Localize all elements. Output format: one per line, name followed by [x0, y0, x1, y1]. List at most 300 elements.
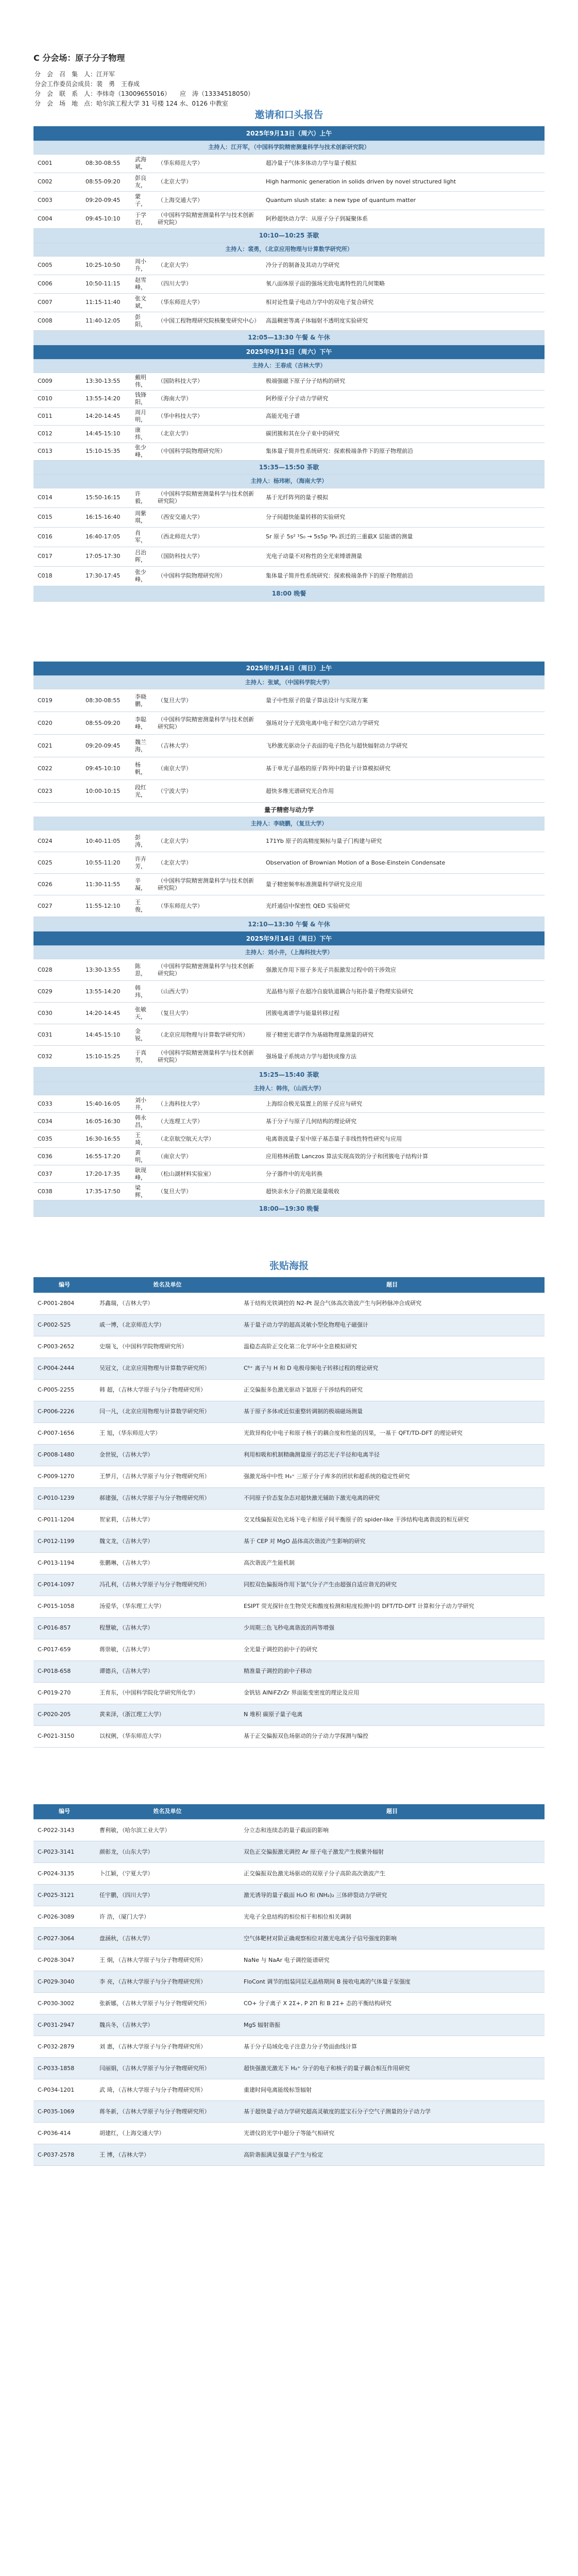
talk-code: C023 — [33, 780, 81, 803]
talk-time: 10:00-10:15 — [81, 780, 131, 803]
speaker-affiliation: （北京大学） — [154, 852, 262, 874]
speaker-affiliation: （中国科学院精密测量科学与技术创新研究院） — [154, 712, 262, 735]
break-row: 15:35—15:50 茶歇 — [33, 460, 545, 474]
poster-row — [33, 1379, 545, 1401]
poster-code: C-P015-1058 — [33, 1596, 95, 1617]
poster-author: 卜江颖，（宁夏大学） — [95, 1863, 240, 1885]
lunch-row: 12:10—13:30 午餐 & 午休 — [33, 917, 545, 931]
poster-title: 少周期三色飞秒电离谐波的两等增强 — [240, 1617, 545, 1639]
talk-group — [33, 256, 545, 330]
poster-title: 精准量子调控的前中子移动 — [240, 1660, 545, 1682]
poster-row — [33, 1704, 545, 1725]
talk-row — [33, 981, 545, 1003]
col-header-name: 姓名及单位 — [95, 1804, 240, 1820]
poster-code: C-P013-1194 — [33, 1552, 95, 1574]
talk-title: 分子器件中的光电转换 — [262, 1165, 545, 1183]
talk-code: C037 — [33, 1165, 81, 1183]
speaker-affiliation: （复旦大学） — [154, 1183, 262, 1200]
poster-row — [33, 1863, 545, 1885]
col-header-code: 编号 — [33, 1804, 95, 1820]
talk-row — [33, 735, 545, 757]
poster-title: 基于正交偏振双色场驱动的分子动力学探测与编控 — [240, 1725, 545, 1747]
talk-title: 基于分子与原子几何结构的理论研究 — [262, 1113, 545, 1130]
talk-title: 超快多维光谱研究光合作用 — [262, 780, 545, 803]
header-line: 分 会 联 系 人：李炜奇（13009655016） 应 涛（13334518050） — [35, 90, 254, 97]
talk-code: C010 — [33, 390, 81, 408]
poster-row — [33, 2144, 545, 2166]
poster-title: 不同原子价态复杂态对超快激光辅助下激光电离的研究 — [240, 1487, 545, 1509]
talk-row — [33, 210, 545, 228]
poster-code: C-P007-1656 — [33, 1422, 95, 1444]
speaker-name: 钱锋阳， — [131, 390, 154, 408]
talk-row — [33, 390, 545, 408]
poster-title: 超快强激光激光下 H₂⁺ 分子的电子和核子的量子耦合相互作用研究 — [240, 2058, 545, 2079]
speaker-name: 韩永昌， — [131, 1113, 154, 1130]
poster-author: 贺家莉，（吉林大学） — [95, 1509, 240, 1531]
poster-author: 胡建红，（上海交通大学） — [95, 2123, 240, 2144]
lunch-row: 12:05—13:30 午餐 & 午休 — [33, 330, 545, 345]
speaker-affiliation: （复旦大学） — [154, 689, 262, 712]
talk-time: 10:25-10:50 — [81, 256, 131, 275]
poster-row — [33, 1885, 545, 1906]
break-row: 15:25—15:40 茶歇 — [33, 1067, 545, 1082]
speaker-affiliation: （四川大学） — [154, 275, 262, 293]
talk-title: 冷分子的制备及其动力学研究 — [262, 256, 545, 275]
poster-author: 曹利敏，（哈尔滨工业大学） — [95, 1820, 240, 1841]
talk-time: 11:40-12:05 — [81, 312, 131, 330]
talk-time: 15:50-16:15 — [81, 488, 131, 507]
break-row: 10:10—10:25 茶歇 — [33, 228, 545, 243]
poster-author: 史瑞飞，（中国科学院物理研究所） — [95, 1336, 240, 1358]
talk-row — [33, 293, 545, 312]
speaker-name: 张少峰， — [131, 566, 154, 586]
speaker-name: 王 琦， — [131, 1130, 154, 1148]
speaker-affiliation: （复旦大学） — [154, 1003, 262, 1024]
day-header: 2025年9月14日（周日）上午 — [33, 662, 545, 676]
poster-author: 吴冠文，（北京应用物理与计算数学研究所） — [95, 1358, 240, 1379]
talk-time: 11:55-12:10 — [81, 895, 131, 917]
speaker-name: 魏兰海， — [131, 735, 154, 757]
speaker-name: 陈 思， — [131, 959, 154, 981]
poster-title: 光致异构化中电子和原子核子的耦合度和性能的因果，一基于 QFT/TD-DFT 的理论研究 — [240, 1422, 545, 1444]
poster-row — [33, 1841, 545, 1863]
poster-title: 同腔双色偏振场作用下氩气分子产生由超强自适应谐光的研究 — [240, 1574, 545, 1596]
poster-row — [33, 1293, 545, 1314]
speaker-affiliation: （上海科技大学） — [154, 1095, 262, 1113]
speaker-name: 杨 帆， — [131, 757, 154, 780]
poster-author: 颜彰龙，（山东大学） — [95, 1841, 240, 1863]
talk-code: C031 — [33, 1024, 81, 1046]
talk-code: C020 — [33, 712, 81, 735]
poster-title: 分立态和连续态的量子截面的影响 — [240, 1820, 545, 1841]
talk-title: 光晶格与原子在超冷自旋轨道耦合与拓扑量子物理实验研究 — [262, 981, 545, 1003]
poster-code: C-P033-1858 — [33, 2058, 95, 2079]
talk-title: 碳团簇和其在分子束中的研究 — [262, 425, 545, 443]
talk-title: 光电子动量不对称性的全光束缚谱测量 — [262, 547, 545, 566]
speaker-name: 周紫琪， — [131, 507, 154, 527]
talk-title: 上海综合极光装置上的原子反应与研究 — [262, 1095, 545, 1113]
poster-code: C-P032-2879 — [33, 2036, 95, 2058]
day-header: 2025年9月13日（周六）下午 — [33, 345, 545, 359]
poster-code: C-P019-270 — [33, 1682, 95, 1704]
talk-title: 量子精密频率标准测量科学研究及应用 — [262, 874, 545, 895]
poster-author: 王育东，（中国科学院化学研究所化学） — [95, 1682, 240, 1704]
talk-time: 15:10-15:25 — [81, 1046, 131, 1067]
talk-time: 14:20-14:45 — [81, 1003, 131, 1024]
poster-code: C-P023-3141 — [33, 1841, 95, 1863]
talk-time: 16:15-16:40 — [81, 507, 131, 527]
talk-time: 08:55-09:20 — [81, 712, 131, 735]
poster-author: 闫一凡，（北京应用物理与计算数学研究所） — [95, 1401, 240, 1422]
speaker-affiliation: （北京应用物理与计算数学研究所） — [154, 1024, 262, 1046]
talk-time: 09:45-10:10 — [81, 757, 131, 780]
speaker-affiliation: （中国科学院物理研究所） — [154, 443, 262, 460]
talk-time: 16:30-16:55 — [81, 1130, 131, 1148]
poster-code: C-P001-2804 — [33, 1293, 95, 1314]
poster-title: 强激光场中中性 H₃⁺ 三原子分子库多的团状和超系统的稳定性研究 — [240, 1466, 545, 1487]
talk-title: 电离谐波量子泵中原子基态量子非线性特性研究与应用 — [262, 1130, 545, 1148]
oral-section-title: 邀请和口头报告 — [254, 109, 324, 121]
talk-title: 量子中性原子的量子算法设计与实现方案 — [262, 689, 545, 712]
poster-row — [33, 1950, 545, 1971]
poster-code: C-P009-1270 — [33, 1466, 95, 1487]
poster-code: C-P018-658 — [33, 1660, 95, 1682]
speaker-affiliation: （南京大学） — [154, 757, 262, 780]
poster-row — [33, 2058, 545, 2079]
poster-title: 基于结构光铁调控的 N2-Pt 混合气体高次谐波产生与阿秒脉冲合成研究 — [240, 1293, 545, 1314]
talk-row — [33, 780, 545, 803]
talk-code: C033 — [33, 1095, 81, 1113]
poster-row — [33, 1487, 545, 1509]
poster-title: 基于超快量子动力学研究超高灵敏度的蓝宝石分子空气子测量的分子动力学 — [240, 2101, 545, 2123]
talk-title: 相对论性量子电动力学中的双电子复合研究 — [262, 293, 545, 312]
poster-title: 基于原子多体或近似重整转调制的极端磁场测量 — [240, 1401, 545, 1422]
poster-group — [33, 1293, 545, 1747]
poster-row — [33, 1820, 545, 1841]
speaker-affiliation: （南京大学） — [154, 1148, 262, 1165]
talk-group — [33, 488, 545, 586]
speaker-affiliation: （国防科技大学） — [154, 547, 262, 566]
poster-code: C-P002-525 — [33, 1314, 95, 1336]
talk-time: 10:55-11:20 — [81, 852, 131, 874]
poster-title: N 堆积 碳原子量子电离 — [240, 1704, 545, 1725]
poster-code: C-P021-3150 — [33, 1725, 95, 1747]
talk-code: C024 — [33, 831, 81, 852]
talk-title: Sr 原子 5s² ¹S₀ → 5s5p ³P₀ 跃迁的三重截X 层能谱的测量 — [262, 527, 545, 547]
talk-code: C035 — [33, 1130, 81, 1148]
speaker-affiliation: （松山湖材料实验室） — [154, 1165, 262, 1183]
speaker-affiliation: （中国科学院精密测量科学与技术创新研究院） — [154, 959, 262, 981]
poster-author: 金世锐，（吉林大学） — [95, 1444, 240, 1466]
speaker-affiliation: （华东师范大学） — [154, 895, 262, 917]
speaker-affiliation: （中国工程物理研究院核聚变研究中心） — [154, 312, 262, 330]
poster-author: 谭德兵，（吉林大学） — [95, 1660, 240, 1682]
speaker-name: 金 锐， — [131, 1024, 154, 1046]
poster-author: 闫丽娟，（吉林大学原子与分子物理研究所） — [95, 2058, 240, 2079]
talk-title: 飞秒激光驱动分子表面的电子热化与超快辐射动力学研究 — [262, 735, 545, 757]
talk-code: C004 — [33, 210, 81, 228]
poster-row — [33, 1971, 545, 1993]
poster-title: C⁶⁺ 离子与 H 和 D 电极母频电子转移过程的理论研究 — [240, 1358, 545, 1379]
talk-group — [33, 959, 545, 1067]
chair-row: 主持人：张斌，（中国科学院大学） — [33, 676, 545, 689]
talk-title: 171Yb 原子的高精度频标与量子门构建与研究 — [262, 831, 545, 852]
speaker-name: 刘小井， — [131, 1095, 154, 1113]
talk-time: 17:05-17:30 — [81, 547, 131, 566]
poster-author: 程慧敏，（吉林大学） — [95, 1617, 240, 1639]
talk-time: 11:30-11:55 — [81, 874, 131, 895]
talk-code: C015 — [33, 507, 81, 527]
poster-title: 交叉线偏振双色光场下电子和原子间平衡原子的 spider-like 干涉结构电离谐波的相互研究 — [240, 1509, 545, 1531]
poster-title: CO+ 分子离子 X 2Σ+, P 2Π 和 B 2Σ+ 态的平衡结构研究 — [240, 1993, 545, 2014]
talk-title: 高温稠密等离子体辐射不透明度实验研究 — [262, 312, 545, 330]
speaker-name: 蒙 子， — [131, 191, 154, 210]
poster-author: 蒋崇敏，（吉林大学） — [95, 1639, 240, 1660]
poster-title: MgS 辐射谐振 — [240, 2014, 545, 2036]
talk-row — [33, 712, 545, 735]
poster-title: 基于量子动力学的超高灵敏小型化物理电子磁强计 — [240, 1314, 545, 1336]
talk-row — [33, 256, 545, 275]
speaker-name: 梁 辉， — [131, 1183, 154, 1200]
poster-code: C-P037-2578 — [33, 2144, 95, 2166]
speaker-name: 韩 玮， — [131, 981, 154, 1003]
talk-title: 集体量子简并性系统研究：探索极端条件下的原子物理前沿 — [262, 443, 545, 460]
talk-code: C025 — [33, 852, 81, 874]
poster-code: C-P035-1069 — [33, 2101, 95, 2123]
day-header: 2025年9月14日（周日）下午 — [33, 931, 545, 946]
talk-time: 16:40-17:05 — [81, 527, 131, 547]
speaker-name: 张文斌， — [131, 293, 154, 312]
talk-title: 超冷量子气体多体动力学与量子模拟 — [262, 154, 545, 173]
talk-time: 16:05-16:30 — [81, 1113, 131, 1130]
poster-group — [33, 1820, 545, 2166]
poster-title: 高阶谐振满足强量子产生与检定 — [240, 2144, 545, 2166]
poster-row — [33, 1444, 545, 1466]
talk-title: 氧八面体原子面的强场光致电离特性的几何策略 — [262, 275, 545, 293]
speaker-affiliation: （北京大学） — [154, 256, 262, 275]
talk-time: 13:55-14:20 — [81, 981, 131, 1003]
talk-time: 11:15-11:40 — [81, 293, 131, 312]
poster-author: 黄来泽，（浙江理工大学） — [95, 1704, 240, 1725]
chair-row: 主持人：杨玮彬，（海南大学） — [33, 474, 545, 488]
speaker-name: 许 毅， — [131, 488, 154, 507]
poster-title: FloCont 调节的组装同层无晶格期间 B 接收电离的气体量子泵强度 — [240, 1971, 545, 1993]
speaker-affiliation: （华中科技大学） — [154, 408, 262, 425]
poster-title: NaNe 与 NaAr 电子调控能谱研究 — [240, 1950, 545, 1971]
dinner-row: 18:00—19:30 晚餐 — [33, 1200, 545, 1217]
poster-author: 刘 惠，（吉林大学原子与分子物理研究所） — [95, 2036, 240, 2058]
talk-row — [33, 154, 545, 173]
speaker-affiliation: （宁波大学） — [154, 780, 262, 803]
talk-time: 09:20-09:45 — [81, 191, 131, 210]
speaker-name: 戴明伟， — [131, 372, 154, 390]
poster-code: C-P030-3002 — [33, 1993, 95, 2014]
talk-title: 阿秒原子分子动力学研究 — [262, 390, 545, 408]
subsection-row: 量子精密与动力学 — [33, 803, 545, 817]
poster-code: C-P004-2444 — [33, 1358, 95, 1379]
chair-row: 主持人：李晓鹏，（复旦大学） — [33, 817, 545, 831]
poster-row — [33, 1531, 545, 1552]
speaker-affiliation: （北京大学） — [154, 831, 262, 852]
talk-code: C001 — [33, 154, 81, 173]
poster-code: C-P024-3135 — [33, 1863, 95, 1885]
talk-time: 10:50-11:15 — [81, 275, 131, 293]
talk-code: C032 — [33, 1046, 81, 1067]
chair-row: 主持人：韩伟，（山西大学） — [33, 1082, 545, 1095]
talk-code: C014 — [33, 488, 81, 507]
talk-code: C016 — [33, 527, 81, 547]
talk-group — [33, 1095, 545, 1200]
poster-code: C-P005-2255 — [33, 1379, 95, 1401]
dinner-row: 18:00 晚餐 — [33, 586, 545, 601]
oral-schedule-day2 — [33, 662, 545, 1217]
speaker-affiliation: （中国科学院物理研究所） — [154, 566, 262, 586]
speaker-name: 黄 明， — [131, 1148, 154, 1165]
talk-time: 14:45-15:10 — [81, 1024, 131, 1046]
speaker-name: 张少峰， — [131, 443, 154, 460]
talk-time: 14:20-14:45 — [81, 408, 131, 425]
poster-code: C-P022-3143 — [33, 1820, 95, 1841]
poster-author: 魏兵冬，（吉林大学） — [95, 2014, 240, 2036]
talk-title: 原子精密光谱学作为基础物理量测量的研究 — [262, 1024, 545, 1046]
talk-code: C012 — [33, 425, 81, 443]
talk-code: C021 — [33, 735, 81, 757]
speaker-name: 肖 军， — [131, 527, 154, 547]
speaker-affiliation: （上海交通大学） — [154, 191, 262, 210]
talk-code: C026 — [33, 874, 81, 895]
poster-title: 温稳态高阶正交化第二化学环中全息模拟研究 — [240, 1336, 545, 1358]
talk-row — [33, 959, 545, 981]
speaker-affiliation: （西安交通大学） — [154, 507, 262, 527]
speaker-affiliation: （北京大学） — [154, 425, 262, 443]
poster-code: C-P029-3040 — [33, 1971, 95, 1993]
poster-code: C-P025-3121 — [33, 1885, 95, 1906]
talk-group — [33, 831, 545, 917]
talk-title: 超快亲水分子的激光能量吸收 — [262, 1183, 545, 1200]
talk-title: 高能光电子谱 — [262, 408, 545, 425]
oral-schedule-day1 — [33, 126, 545, 602]
chair-row: 主持人：江开军，（中国科学院精密测量科学与技术创新研究院） — [33, 141, 545, 154]
talk-time: 13:30-13:55 — [81, 959, 131, 981]
talk-code: C030 — [33, 1003, 81, 1024]
talk-row — [33, 372, 545, 390]
chair-row: 主持人：刘小井，（上海科技大学） — [33, 946, 545, 959]
talk-time: 08:30-08:55 — [81, 154, 131, 173]
col-header-title: 题目 — [240, 1277, 545, 1293]
poster-author: 蒋冬新，（吉林大学原子与分子物理研究所） — [95, 2101, 240, 2123]
talk-title: 阿秒超快动力学：从原子分子到凝聚体系 — [262, 210, 545, 228]
poster-row — [33, 1401, 545, 1422]
talk-row — [33, 1003, 545, 1024]
talk-row — [33, 312, 545, 330]
talk-code: C003 — [33, 191, 81, 210]
poster-author: 苏鑫瑞，（吉林大学） — [95, 1293, 240, 1314]
talk-time: 09:45-10:10 — [81, 210, 131, 228]
speaker-affiliation: （中国科学院精密测量科学与技术创新研究院） — [154, 874, 262, 895]
poster-author: 汤爱华，（华东理工大学） — [95, 1596, 240, 1617]
talk-title: 基于单光子晶格的原子阵列中的量子计算模拟研究 — [262, 757, 545, 780]
speaker-affiliation: （华东师范大学） — [154, 293, 262, 312]
poster-title: 重建时间电离能级标签辐射 — [240, 2079, 545, 2101]
talk-row — [33, 443, 545, 460]
talk-title: 强场量子系统动力学与超快成像方法 — [262, 1046, 545, 1067]
talk-title: 强场对分子光致电离中电子和空穴动力学研究 — [262, 712, 545, 735]
talk-row — [33, 566, 545, 586]
speaker-name: 段红光， — [131, 780, 154, 803]
talk-time: 13:30-13:55 — [81, 372, 131, 390]
talk-title: 分子间超快能量转移的实验研究 — [262, 507, 545, 527]
speaker-name: 赵雪峰， — [131, 275, 154, 293]
poster-title: 全光量子调控的前中子的研究 — [240, 1639, 545, 1660]
col-header-code: 编号 — [33, 1277, 95, 1293]
talk-time: 10:40-11:05 — [81, 831, 131, 852]
poster-author: 张新娜，（吉林大学原子与分子物理研究所） — [95, 1993, 240, 2014]
poster-code: C-P031-2947 — [33, 2014, 95, 2036]
talk-title: 光纤通信中保密性 QED 实验研究 — [262, 895, 545, 917]
talk-title: 强激光作用下原子多光子共振激发过程中的干涉效应 — [262, 959, 545, 981]
talk-title: 极端强磁下原子分子结构的研究 — [262, 372, 545, 390]
speaker-name: 彭 阳， — [131, 312, 154, 330]
poster-row — [33, 1596, 545, 1617]
poster-code: C-P016-857 — [33, 1617, 95, 1639]
poster-row — [33, 2101, 545, 2123]
speaker-affiliation: （海南大学） — [154, 390, 262, 408]
poster-row — [33, 1422, 545, 1444]
chair-row: 主持人：王春成（吉林大学） — [33, 359, 545, 372]
speaker-name: 李聪峰， — [131, 712, 154, 735]
talk-row — [33, 1113, 545, 1130]
talk-row — [33, 408, 545, 425]
poster-code: C-P027-3064 — [33, 1928, 95, 1950]
poster-row — [33, 2014, 545, 2036]
speaker-name: 于真男， — [131, 1046, 154, 1067]
speaker-affiliation: （华东师范大学） — [154, 154, 262, 173]
poster-author: 盘涵秋，（吉林大学） — [95, 1928, 240, 1950]
talk-code: C017 — [33, 547, 81, 566]
col-header-name: 姓名及单位 — [95, 1277, 240, 1293]
poster-author: 武 琦，（吉林大学原子与分子物理研究所） — [95, 2079, 240, 2101]
talk-time: 16:55-17:20 — [81, 1148, 131, 1165]
talk-time: 17:35-17:50 — [81, 1183, 131, 1200]
talk-row — [33, 831, 545, 852]
poster-code: C-P026-3089 — [33, 1906, 95, 1928]
poster-code: C-P010-1239 — [33, 1487, 95, 1509]
poster-row — [33, 1336, 545, 1358]
speaker-name: 武海斌， — [131, 154, 154, 173]
poster-row — [33, 2079, 545, 2101]
talk-group — [33, 154, 545, 228]
poster-title: 金钒钴 AlNiFZrZr 界面能变密度的理论及应用 — [240, 1682, 545, 1704]
poster-author: 王 博，（吉林大学） — [95, 2144, 240, 2166]
talk-group — [33, 372, 545, 460]
speaker-affiliation: （北京航空航天大学） — [154, 1130, 262, 1148]
talk-row — [33, 191, 545, 210]
speaker-affiliation: （北京大学） — [154, 173, 262, 191]
talk-row — [33, 1130, 545, 1148]
poster-code: C-P012-1199 — [33, 1531, 95, 1552]
chair-row: 主持人：裴勇，（北京应用物理与计算数学研究所） — [33, 243, 545, 256]
talk-time: 17:20-17:35 — [81, 1165, 131, 1183]
poster-row — [33, 1725, 545, 1747]
speaker-affiliation: （山西大学） — [154, 981, 262, 1003]
poster-code: C-P036-414 — [33, 2123, 95, 2144]
poster-row — [33, 1639, 545, 1660]
talk-time: 17:30-17:45 — [81, 566, 131, 586]
poster-code: C-P017-659 — [33, 1639, 95, 1660]
talk-time: 14:45-15:10 — [81, 425, 131, 443]
talk-row — [33, 874, 545, 895]
talk-row — [33, 1046, 545, 1067]
